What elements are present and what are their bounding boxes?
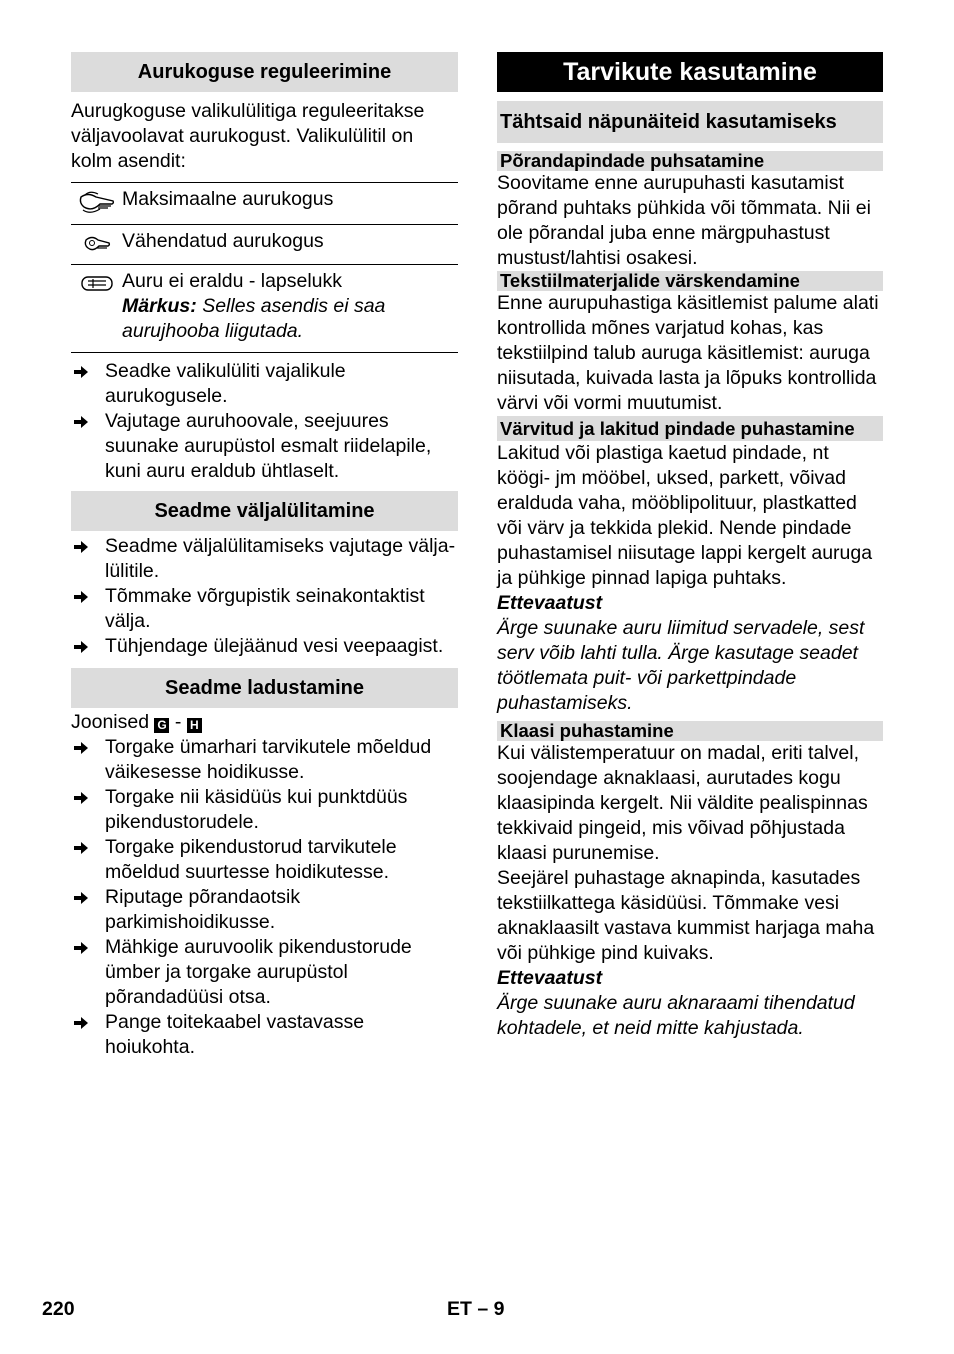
arrow-right-icon xyxy=(71,359,105,409)
arrow-right-icon xyxy=(71,584,105,634)
list-item xyxy=(71,935,458,1010)
list-item-text: Pange toitekaabel vastavasse hoiukohta. xyxy=(105,1011,365,1058)
subsection-heading: Tähtsaid näpunäiteid kasutamiseks xyxy=(497,101,883,143)
switch-off-steps xyxy=(71,534,458,661)
section-title: Tarvikute kasutamine xyxy=(497,52,883,92)
table-row xyxy=(71,183,458,225)
list-item xyxy=(71,835,458,885)
note-text: Selles asendis ei saa aurujhooba liigutada. xyxy=(122,295,386,342)
section-heading-steam-regulation: Aurukoguse reguleerimine xyxy=(71,52,458,92)
list-item-text: Torgake ümarhari tarvikutele mõeldud väikesesse hoidikusse. xyxy=(105,736,432,783)
steam-settings-table xyxy=(71,182,458,353)
table-row-text xyxy=(122,269,458,344)
list-item xyxy=(71,409,458,484)
caution-text: Ärge suunake auru liimitud servadele, sest serv võib lahti tulla. Ärge kasutage seadet töötlemata puit- või parkettpindade puhastamiseks. xyxy=(497,617,865,714)
left-column xyxy=(71,52,458,1060)
list-item xyxy=(71,634,458,661)
painted-surfaces-heading: Värvitud ja lakitud pindade puhastamine xyxy=(497,416,883,441)
list-item xyxy=(71,359,458,409)
reduced-steam-icon xyxy=(71,229,122,256)
page-label: ET – 9 xyxy=(447,1298,505,1320)
figure-dash: - xyxy=(174,711,182,733)
list-item xyxy=(71,1010,458,1060)
arrow-right-icon xyxy=(71,935,105,1010)
arrow-right-icon xyxy=(71,534,105,584)
note-label: Märkus: xyxy=(122,295,197,317)
floor-cleaning-heading: Põrandapindade puhsatamine xyxy=(497,151,883,171)
table-row-text: Vähendatud aurukogus xyxy=(122,230,324,252)
arrow-right-icon xyxy=(71,735,105,785)
list-item-text: Riputage põrandaotsik parkimishoidikusse. xyxy=(105,886,301,933)
list-item-text: Tõmmake võrgupistik seinakontaktist välja. xyxy=(105,585,425,632)
table-row-text: Maksimaalne aurukogus xyxy=(122,188,334,210)
caution-label: Ettevaatust xyxy=(497,967,603,989)
floor-cleaning-text: Soovitame enne aurupuhasti kasutamist põrand puhtaks pühkida või tõmmata. Nii ei ole põrandal juba enne märgpuhastust mustust/lahtisi osakesi. xyxy=(497,172,871,269)
figure-marker-g: G xyxy=(154,718,169,733)
caution-text: Ärge suunake auru aknaraami tihendatud kohtadele, et neid mitte kahjustada. xyxy=(497,992,855,1039)
table-row xyxy=(71,225,458,265)
arrow-right-icon xyxy=(71,634,105,661)
section-heading-switch-off: Seadme väljalülitamine xyxy=(71,491,458,531)
section-heading-storage: Seadme ladustamine xyxy=(71,668,458,708)
list-item-text: Torgake nii käsidüüs kui punktdüüs pikendustorudele. xyxy=(105,786,408,833)
glass-cleaning-text-1: Kui välistemperatuur on madal, eriti talvel, soojendage aknaklaasi, aurutades kogu klaasipinda kergelt. Nii väldite pealispinnas tekkivaid pingeid, mis võivad põhjustada klaasi purunemise. xyxy=(497,742,868,864)
page-number: 220 xyxy=(42,1298,75,1320)
figure-marker-h: H xyxy=(187,718,202,733)
list-item-text: Seadme väljalülitamiseks vajutage välja-lülitile. xyxy=(105,535,456,582)
arrow-right-icon xyxy=(71,785,105,835)
figure-reference xyxy=(71,710,458,735)
arrow-right-icon xyxy=(71,1010,105,1060)
child-lock-text: Auru ei eraldu - lapselukk xyxy=(122,270,343,292)
list-item xyxy=(71,785,458,835)
list-item xyxy=(71,584,458,634)
steam-intro: Aurugkoguse valikulülitiga reguleeritakse väljavoolavat aurukogust. Valikulülitil on kolm asendit: xyxy=(71,100,425,172)
list-item xyxy=(71,735,458,785)
glass-cleaning-heading: Klaasi puhastamine xyxy=(497,721,883,741)
textile-heading: Tekstiilmaterjalide värskendamine xyxy=(497,271,883,291)
arrow-right-icon xyxy=(71,835,105,885)
list-item xyxy=(71,534,458,584)
max-steam-icon xyxy=(71,187,122,216)
textile-text: Enne aurupuhastiga käsitlemist palume alati kontrollida mõnes varjatud kohas, kas tekstiilpind talub auruga käsitlemist: auruga niisutada, kuivada lasta ja lõpuks kontrollida värvi või vormi muutumist. xyxy=(497,292,879,414)
figure-prefix: Joonised xyxy=(71,711,150,733)
storage-steps xyxy=(71,735,458,1060)
list-item-text: Torgake pikendustorud tarvikutele mõeldud suurtesse hoidikutesse. xyxy=(105,836,397,883)
list-item-text: Tühjendage ülejäänud vesi veepaagist. xyxy=(105,635,444,657)
glass-cleaning-text-2: Seejärel puhastage aknapinda, kasutades tekstiilkattega käsidüüsi. Tõmmake vesi aknaklaasilt vastava kummist harjaga maha või pühkige pind kuivaks. xyxy=(497,867,875,964)
arrow-right-icon xyxy=(71,885,105,935)
list-item-text: Mähkige auruvoolik pikendustorude ümber ja torgake aurupüstol põrandadüüsi otsa. xyxy=(105,936,412,1008)
table-row xyxy=(71,265,458,353)
list-item-text: Vajutage auruhoovale, seejuures suunake aurupüstol esmalt riidelapile, kuni auru eraldub ühtlaselt. xyxy=(105,410,432,482)
caution-label: Ettevaatust xyxy=(497,592,603,614)
child-lock-icon xyxy=(71,269,122,344)
steam-steps xyxy=(71,359,458,484)
arrow-right-icon xyxy=(71,409,105,484)
list-item xyxy=(71,885,458,935)
list-item-text: Seadke valikulüliti vajalikule aurukogusele. xyxy=(105,360,346,407)
painted-surfaces-text: Lakitud või plastiga kaetud pindade, nt köögi- jm mööbel, uksed, parkett, võivad eralduda vaha, mööblipolituur, plastkatted või värv ja tekkida plekid. Nende pindade puhastamisel niisutage lappi kergelt auruga ja pühkige pinnad lapiga puhtaks. xyxy=(497,442,873,589)
right-column xyxy=(497,52,883,1041)
